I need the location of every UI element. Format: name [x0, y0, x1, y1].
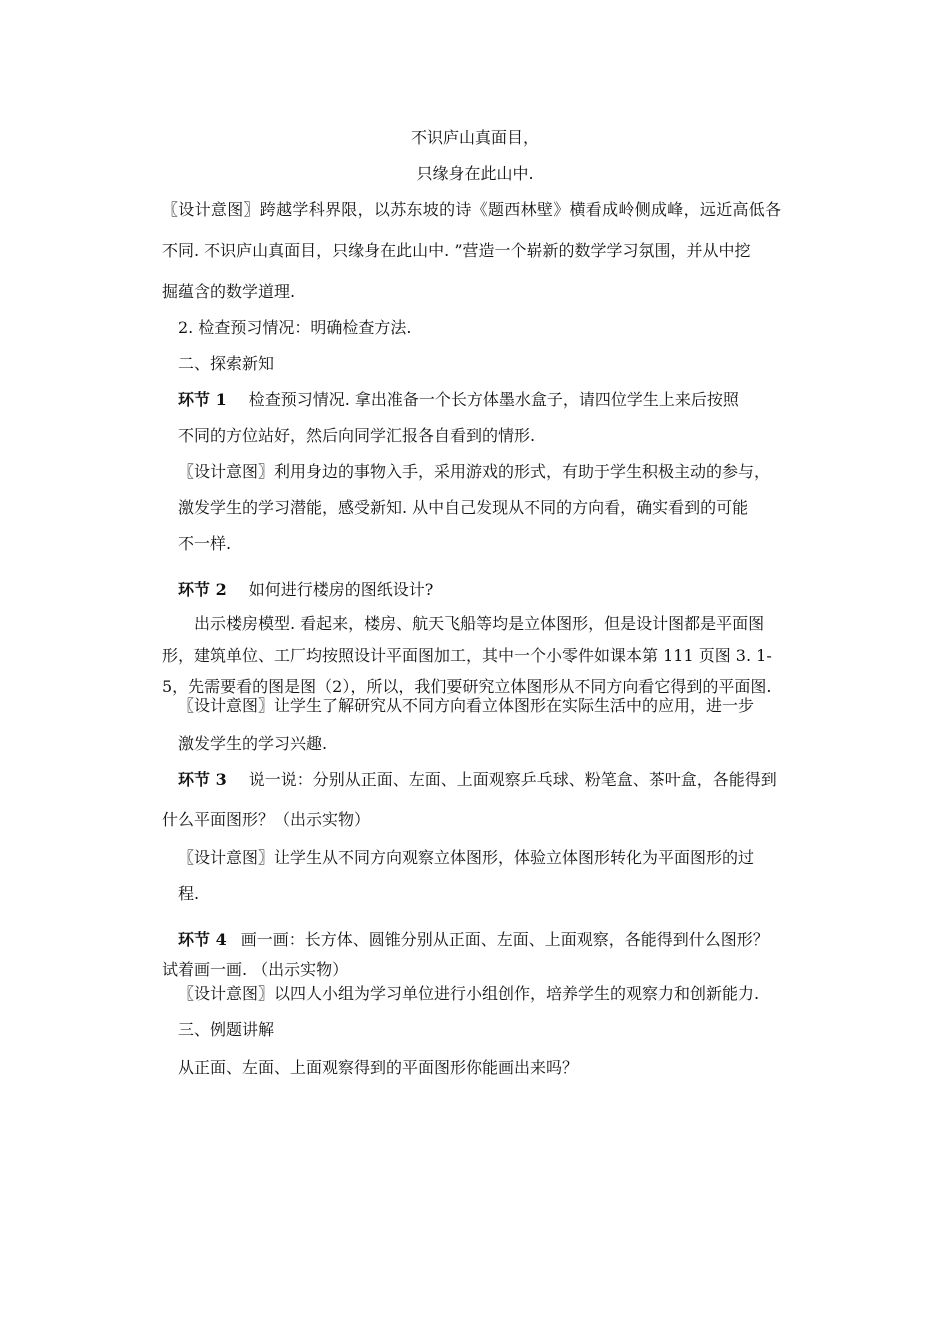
step-4-line-2: 试着画一画. （出示实物） — [162, 960, 349, 979]
step-4-intent-1: 〖设计意图〗以四人小组为学习单位进行小组创作，培养学生的观察力和创新能力. — [178, 984, 760, 1003]
step-2-para-line-2: 形，建筑单位、工厂均按照设计平面图加工，其中一个小零件如课本第 111 页图 3. 1- — [162, 646, 772, 665]
step-2-para-line-1: 出示楼房模型. 看起来，楼房、航天飞船等均是立体图形，但是设计图都是平面图 — [194, 614, 765, 633]
step-3-text-1: 说一说：分别从正面、左面、上面观察乒乓球、粉笔盒、茶叶盒，各能得到 — [248, 770, 777, 789]
intent-0-line-1: 〖设计意图〗跨越学科界限，以苏东坡的诗《题西林壁》横看成岭侧成峰，远近高低各 — [162, 200, 782, 219]
step-4-text-1: 画一画：长方体、圆锥分别从正面、左面、上面观察，各能得到什么图形？ — [240, 930, 769, 949]
step-3-line-1 — [178, 770, 777, 790]
step-3-intent-1: 〖设计意图〗让学生从不同方向观察立体图形，体验立体图形转化为平面图形的过 — [178, 848, 755, 867]
step-4-label: 环节 4 — [178, 930, 227, 949]
example-question: 从正面、左面、上面观察得到的平面图形你能画出来吗？ — [178, 1058, 579, 1077]
intent-0-line-2: 不同. 不识庐山真面目，只缘身在此山中. ”营造一个崭新的数学学习氛围，并从中挖 — [162, 241, 751, 260]
step-1-intent-3: 不一样. — [178, 534, 232, 553]
step-1-text-1: 检查预习情况. 拿出准备一个长方体墨水盒子，请四位学生上来后按照 — [248, 390, 739, 409]
section-3-heading: 三、例题讲解 — [178, 1020, 275, 1039]
step-1-intent-2: 激发学生的学习潜能，感受新知. 从中自己发现从不同的方向看，确实看到的可能 — [178, 498, 749, 517]
step-3-label: 环节 3 — [178, 770, 227, 789]
step-3-intent-2: 程. — [178, 884, 200, 903]
step-1-label: 环节 1 — [178, 390, 227, 409]
poem-line-1: 不识庐山真面目， — [410, 128, 539, 147]
section-2-heading: 二、探索新知 — [178, 354, 275, 373]
step-2-title: 如何进行楼房的图纸设计? — [248, 580, 434, 599]
step-3-line-2: 什么平面图形？（出示实物） — [162, 810, 371, 829]
step-1-line-1 — [178, 390, 739, 410]
step-1-line-2: 不同的方位站好，然后向同学汇报各自看到的情形. — [178, 426, 536, 445]
step-4-line-1 — [178, 930, 769, 950]
step-2-heading — [178, 580, 433, 600]
intent-0-line-3: 掘蕴含的数学道理. — [162, 282, 296, 301]
check-preview-line: 2. 检查预习情况：明确检查方法. — [178, 318, 412, 337]
poem-line-2: 只缘身在此山中. — [416, 164, 534, 183]
step-2-intent-2: 激发学生的学习兴趣. — [178, 734, 328, 753]
step-2-intent-1: 〖设计意图〗让学生了解研究从不同方向看立体图形在实际生活中的应用，进一步 — [178, 696, 755, 715]
step-2-para-line-3: 5，先需要看的图是图（2），所以，我们要研究立体图形从不同方向看它得到的平面图. — [162, 677, 772, 696]
step-2-label: 环节 2 — [178, 580, 227, 599]
step-1-intent-1: 〖设计意图〗利用身边的事物入手，采用游戏的形式，有助于学生积极主动的参与， — [178, 462, 771, 481]
